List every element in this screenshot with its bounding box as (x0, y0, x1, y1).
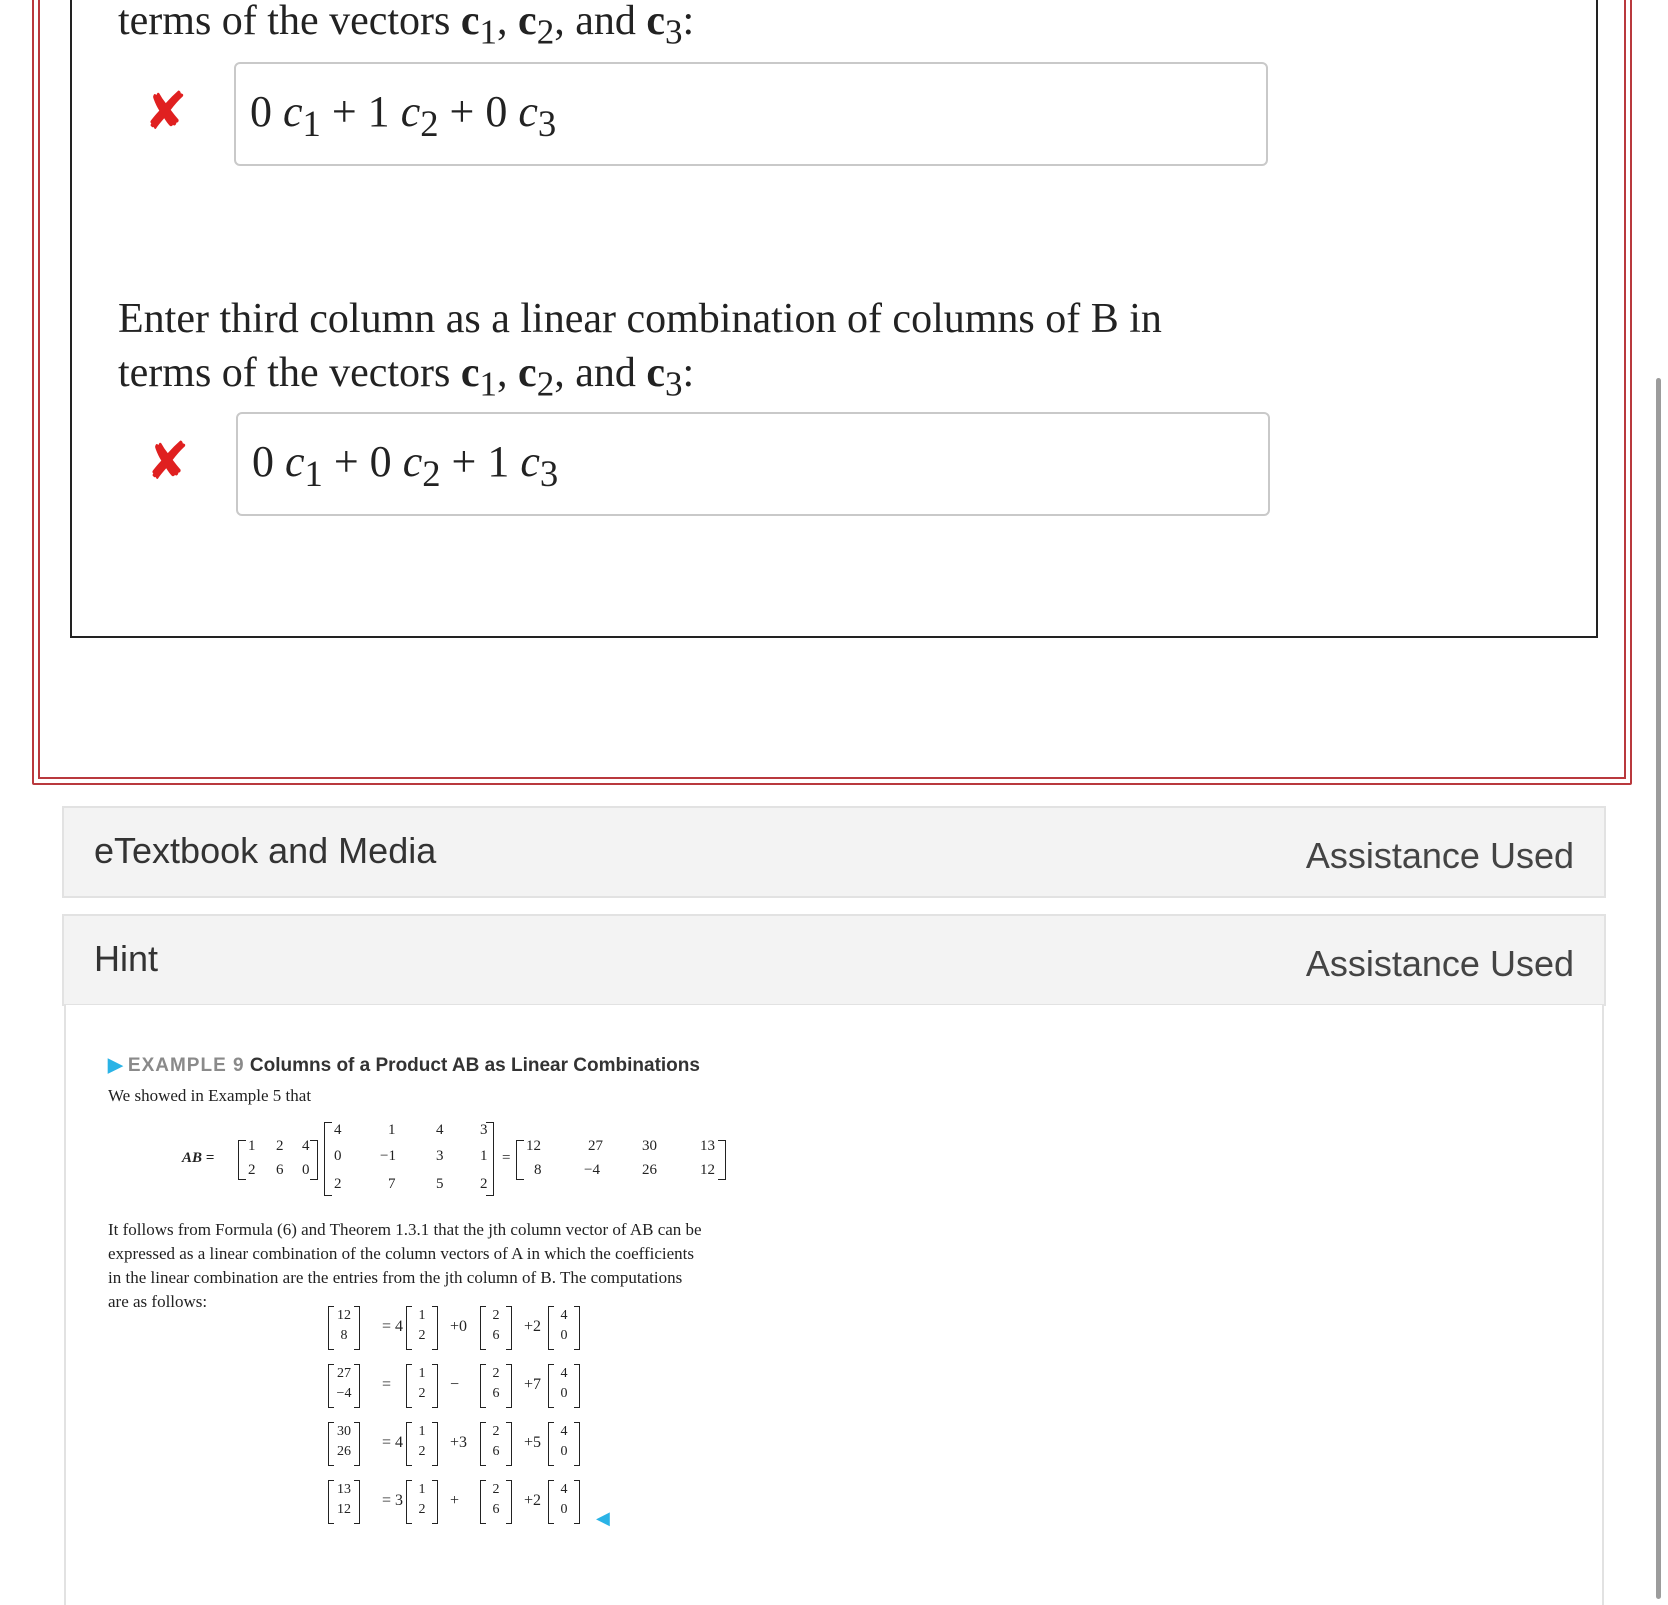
a-column-cell: 2 (418, 1386, 426, 1401)
a-column-cell: 6 (492, 1328, 500, 1343)
bracket (486, 1122, 494, 1196)
a-column-cell: 4 (560, 1308, 568, 1323)
hint-title[interactable]: Hint (94, 938, 159, 979)
matrix-b-cell: 1 (480, 1148, 488, 1164)
paragraph-line: in the linear combination are the entries from the jth column of B. The computations (108, 1268, 683, 1287)
hint-paragraph (108, 1218, 828, 1314)
matrix-a-cell: 2 (248, 1162, 256, 1178)
play-arrow-icon: ▶ (108, 1055, 123, 1076)
answer-input-column3[interactable]: 0 $c_1 + 0$ $c_2 + 1$ $c_3$ (236, 412, 1270, 516)
matrix-b-cell: 3 (480, 1122, 488, 1138)
prompt3 (118, 292, 1568, 411)
example-heading (108, 1054, 700, 1077)
a-column-cell: 2 (492, 1308, 500, 1323)
matrix-ab-cell: −4 (584, 1162, 600, 1178)
bracket (516, 1140, 524, 1180)
combo-coefficient: +3 (450, 1434, 468, 1451)
etextbook-panel[interactable] (62, 806, 1606, 898)
a-column-cell: 1 (418, 1424, 426, 1439)
combo-result-cell: 27 (337, 1366, 351, 1381)
a-column-cell: 0 (560, 1444, 568, 1459)
bracket (238, 1140, 246, 1180)
combo-result-cell: 12 (337, 1502, 351, 1517)
matrix-ab-cell: 13 (700, 1138, 715, 1154)
matrix-b-cell: 5 (436, 1176, 444, 1192)
prompt3-line1: Enter third column as a linear combination of columns of B in (118, 296, 1162, 342)
a-column-cell: 1 (418, 1482, 426, 1497)
a-column-cell: 0 (560, 1386, 568, 1401)
matrix-ab-cell: 12 (526, 1138, 541, 1154)
combo-result-cell: 26 (337, 1444, 351, 1459)
combo-coefficient: = 4 (382, 1434, 404, 1451)
a-column-cell: 4 (560, 1482, 568, 1497)
matrix-a-cell: 1 (248, 1138, 256, 1154)
a-column-cell: 2 (418, 1328, 426, 1343)
a-column-cell: 6 (492, 1386, 500, 1401)
matrix-b-cell: −1 (380, 1148, 396, 1164)
combo-result-cell: −4 (336, 1386, 352, 1401)
answer-input-column2[interactable]: 0 $c_1 + 1$ $c_2 + 0$ $c_3$ (234, 62, 1268, 166)
combo-coefficient: +7 (524, 1376, 542, 1393)
pointer-arrow-icon: ◀ (596, 1508, 610, 1528)
matrix-b-cell: 7 (388, 1176, 396, 1192)
paragraph-line: It follows from Formula (6) and Theorem 1.3.1 that the jth column vector of AB can be (108, 1220, 702, 1239)
bracket (310, 1140, 318, 1180)
incorrect-icon: ✘ (144, 82, 188, 142)
prompt2-tail: terms of the vectors $c_1$, $c_2$, and $c_3$: (118, 0, 695, 52)
matrix-ab-cell: 26 (642, 1162, 657, 1178)
etextbook-title[interactable]: eTextbook and Media (94, 830, 437, 871)
a-column-cell: 2 (492, 1366, 500, 1381)
combo-result-cell: 13 (337, 1482, 351, 1497)
a-column-cell: 1 (418, 1308, 426, 1323)
combo-result-cell: 30 (337, 1424, 351, 1439)
ab-label: AB = (182, 1150, 215, 1166)
prompt3-line2: terms of the vectors $c_1$, $c_2$, and $c_3$: (118, 350, 695, 404)
matrix-b-cell: 2 (480, 1176, 488, 1192)
combo-coefficient: +2 (524, 1318, 542, 1335)
a-column-cell: 0 (560, 1502, 568, 1517)
combo-coefficient: − (450, 1376, 460, 1393)
a-column-cell: 1 (418, 1366, 426, 1381)
a-column-cell: 6 (492, 1502, 500, 1517)
a-column-cell: 2 (492, 1482, 500, 1497)
matrix-b-cell: 1 (388, 1122, 396, 1138)
matrix-ab-cell: 27 (588, 1138, 603, 1154)
bracket (324, 1122, 332, 1196)
hint-assistance-status: Assistance Used (1305, 943, 1574, 984)
a-column-cell: 4 (560, 1366, 568, 1381)
example-intro: We showed in Example 5 that (108, 1086, 312, 1105)
incorrect-icon: ✘ (146, 432, 190, 492)
example-title: Columns of a Product AB as Linear Combinations (249, 1055, 700, 1076)
a-column-cell: 2 (418, 1502, 426, 1517)
combo-coefficient: +0 (450, 1318, 468, 1335)
etextbook-assistance-status: Assistance Used (1305, 835, 1574, 876)
a-column-cell: 2 (418, 1444, 426, 1459)
combinations (320, 1306, 620, 1546)
combo-coefficient: +2 (524, 1492, 542, 1509)
matrix-ab-cell: 30 (642, 1138, 657, 1154)
matrix-equation (150, 1118, 770, 1198)
bracket (718, 1140, 726, 1180)
a-column-cell: 6 (492, 1444, 500, 1459)
hint-panel[interactable] (62, 914, 1606, 1006)
scrollbar[interactable] (1656, 378, 1661, 1599)
matrix-a-cell: 4 (302, 1138, 310, 1154)
paragraph-line: expressed as a linear combination of the column vectors of A in which the coefficients (108, 1244, 695, 1263)
combo-result-cell: 8 (340, 1328, 348, 1343)
matrix-b-cell: 2 (334, 1176, 342, 1192)
a-column-cell: 4 (560, 1424, 568, 1439)
combo-coefficient: = 4 (382, 1318, 404, 1335)
matrix-a-cell: 6 (276, 1162, 284, 1178)
matrix-b-cell: 4 (436, 1122, 444, 1138)
combo-coefficient: = (382, 1376, 392, 1393)
example-label: EXAMPLE 9 (127, 1055, 245, 1076)
equals-sign: = (502, 1150, 511, 1166)
matrix-a-cell: 2 (276, 1138, 284, 1154)
matrix-ab-cell: 8 (534, 1162, 542, 1178)
paragraph-line: are as follows: (108, 1292, 208, 1311)
matrix-b-cell: 3 (436, 1148, 444, 1164)
a-column-cell: 2 (492, 1424, 500, 1439)
matrix-ab-cell: 12 (700, 1162, 715, 1178)
combo-result-cell: 12 (337, 1308, 351, 1323)
combo-coefficient: + (450, 1492, 460, 1509)
combo-coefficient: = 3 (382, 1492, 404, 1509)
matrix-a-cell: 0 (302, 1162, 310, 1178)
matrix-b-cell: 0 (334, 1148, 342, 1164)
combo-coefficient: +5 (524, 1434, 542, 1451)
matrix-b-cell: 4 (334, 1122, 342, 1138)
a-column-cell: 0 (560, 1328, 568, 1343)
